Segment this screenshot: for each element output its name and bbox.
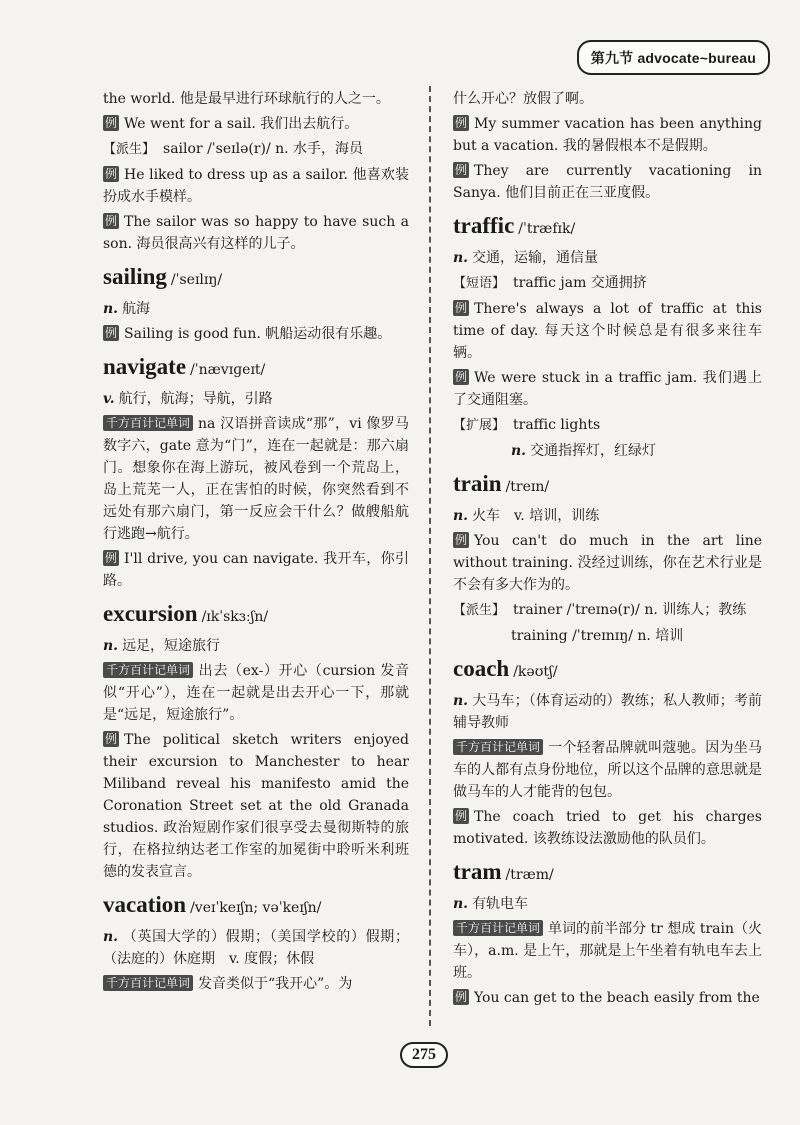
section-label: 【短语】 [453,276,506,291]
entry-text: My summer vacation has been anything but a vacation. 我的暑假根本不是假期。 [453,116,762,154]
phonetic: /ɪkˈskɜːʃn/ [201,609,269,625]
example-line [453,806,762,850]
example-line [453,987,762,1009]
headword-entry [453,858,762,889]
badge-label: 例 [455,116,468,130]
part-of-speech: n. [453,250,469,266]
entry-text: They are currently vacationing in Sanya. 他们目前正在三亚度假。 [453,163,762,201]
right-column [453,88,762,1012]
entry-text: The sailor was so happy to have such a son. 海员很高兴有这样的儿子。 [103,214,409,252]
definition-line [453,505,762,527]
part-of-speech: n. [453,508,469,524]
entry-text: 远足，短途旅行 [122,638,221,654]
badge-label: 例 [105,326,118,340]
entry-text: 火车 v. 培训，训练 [472,508,600,524]
part-of-speech: v. [103,391,115,407]
part-of-speech: n. [103,929,119,945]
example-line [453,737,762,803]
badge-label: 例 [105,732,118,746]
definition-line [103,138,409,161]
part-of-speech: n. [453,693,469,709]
headword: train [453,471,502,496]
entry-text: 航行，航海；导航，引路 [118,391,273,407]
entry-text: 一个轻奢品牌就叫蔻驰。因为坐马车的人都有点身份地位，所以这个品牌的意思就是做马车的人才能背的包包。 [453,740,762,800]
phonetic: /veɪˈkeɪʃn; vəˈkeɪʃn/ [190,900,322,916]
definition-line [453,440,762,462]
badge-label: 例 [455,370,468,384]
definition-line [103,88,409,110]
example-line [103,113,409,135]
entry-text: I'll drive, you can navigate. 我开车，你引路。 [103,551,409,589]
part-of-speech: n. [103,638,119,654]
example-line [453,298,762,364]
entry-text: the world. 他是最早进行环球航行的人之一。 [103,91,390,107]
example-line [103,323,409,345]
headword-entry [103,891,409,922]
definition-line [103,635,409,657]
entry-text: The coach tried to get his charges motivated. 该教练设法激励他的队员们。 [453,809,762,847]
headword: vacation [103,892,187,917]
headword: traffic [453,213,515,238]
badge-label: 千方百计记单词 [103,975,193,991]
phonetic: /ˈtræfɪk/ [518,221,576,237]
entry-text: We were stuck in a traffic jam. 我们遇上了交通阻塞。 [453,370,762,408]
entry-text: 大马车；（体育运动的）教练；私人教师；考前辅导教师 [453,693,762,731]
entry-text: There's always a lot of traffic at this time of day. 每天这个时候总是有很多来往车辆。 [453,301,762,361]
entry-text: 交通指挥灯，红绿灯 [530,443,657,459]
phonetic: /træm/ [505,867,554,883]
entry-text: training /ˈtreɪnɪŋ/ n. 培训 [511,628,684,644]
example-line [103,164,409,208]
entry-text: The political sketch writers enjoyed their excursion to Manchester to hear Miliband reveal his manifesto amid the Coronation Street set at the old Granada studios. 政治短剧作家们很享受去曼彻斯特的旅行，在格拉纳达老工作室的加冕街中聆听米利班德的发表宣言。 [103,732,409,880]
entry-text: You can't do much in the art line without training. 没经过训练，你在艺术行业是不会有多大作为的。 [453,533,762,593]
entry-text: You can get to the beach easily from the [474,990,760,1006]
headword-entry [453,212,762,243]
example-line [453,918,762,984]
section-label: 【扩展】 [453,418,506,433]
entry-text: 出去（ex-）开心（cursion 发音似“开心”），连在一起就是出去开心一下，那就是“远足，短途旅行”。 [103,663,409,723]
example-line [103,973,409,995]
entry-text: 什么开心？放假了啊。 [453,91,593,107]
badge-label: 例 [105,167,118,181]
badge-label: 千方百计记单词 [453,920,543,936]
definition-line [103,298,409,320]
definition-line [453,414,762,437]
example-line [103,729,409,883]
phonetic: /kəʊtʃ/ [513,664,558,680]
headword: sailing [103,264,167,289]
column-divider [429,86,431,1026]
headword-entry [103,600,409,631]
entry-text: （英国大学的）假期；（美国学校的）假期；（法庭的）休庭期 v. 度假；休假 [103,929,409,967]
entry-text: 单词的前半部分 tr 想成 train（火车），a.m. 是上午，那就是上午坐着有轨电车去上班。 [453,921,762,981]
badge-label: 千方百计记单词 [453,739,543,755]
badge-label: 例 [455,163,468,177]
headword-entry [103,263,409,294]
entry-text: trainer /ˈtreɪnə(r)/ n. 训练人；教练 [513,602,747,618]
section-label: 【派生】 [453,603,506,618]
headword-entry [453,655,762,686]
entry-text: Sailing is good fun. 帆船运动很有乐趣。 [124,326,392,342]
example-line [103,211,409,255]
entry-text: 航海 [122,301,151,317]
entry-text: He liked to dress up as a sailor. 他喜欢装扮成水手模样。 [103,167,409,205]
entry-text: sailor /ˈseɪlə(r)/ n. 水手，海员 [163,141,364,157]
example-line [103,548,409,592]
entry-text: traffic lights [513,417,601,433]
definition-line [453,690,762,734]
badge-label: 例 [455,990,468,1004]
section-header-tab: 第九节 advocate~bureau [577,40,770,75]
example-line [103,660,409,726]
definition-line [453,893,762,915]
example-line [453,160,762,204]
entry-text: traffic jam 交通拥挤 [513,275,647,291]
definition-line [103,926,409,970]
entry-text: 交通，运输，通信量 [472,250,599,266]
part-of-speech: n. [453,896,469,912]
badge-label: 千方百计记单词 [103,662,193,678]
badge-label: 例 [105,116,118,130]
phonetic: /ˈnævɪɡeɪt/ [190,362,266,378]
left-column [103,88,409,998]
entry-text: na 汉语拼音读成“那”，vi 像罗马数字六，gate 意为“门”，连在一起就是：那六扇门。想象你在海上游玩，被风卷到一个荒岛上，岛上荒芜一人，正在害怕的时候，你突然看到不远处有那六扇门，第一反应会干什么？做艘船航行逃跑→航行。 [103,416,409,542]
entry-text: 发音类似于“我开心”。为 [198,976,353,992]
phonetic: /ˈseɪlɪŋ/ [170,272,223,288]
definition-line [453,247,762,269]
entry-text: 有轨电车 [472,896,529,912]
part-of-speech: n. [103,301,119,317]
page-number: 275 [400,1042,448,1068]
definition-line [453,625,762,647]
headword: excursion [103,601,198,626]
definition-line [453,272,762,295]
badge-label: 例 [105,214,118,228]
badge-label: 例 [455,533,468,547]
section-label: 【派生】 [103,142,156,157]
example-line [453,530,762,596]
example-line [103,413,409,545]
example-line [453,367,762,411]
badge-label: 例 [105,551,118,565]
headword: navigate [103,354,187,379]
headword-entry [453,470,762,501]
badge-label: 千方百计记单词 [103,415,193,431]
badge-label: 例 [455,809,468,823]
phonetic: /treɪn/ [505,479,550,495]
badge-label: 例 [455,301,468,315]
headword: coach [453,656,510,681]
headword: tram [453,859,502,884]
definition-line [103,388,409,410]
definition-line [453,599,762,622]
entry-text: We went for a sail. 我们出去航行。 [124,116,359,132]
example-line [453,113,762,157]
part-of-speech: n. [511,443,527,459]
headword-entry [103,353,409,384]
definition-line [453,88,762,110]
